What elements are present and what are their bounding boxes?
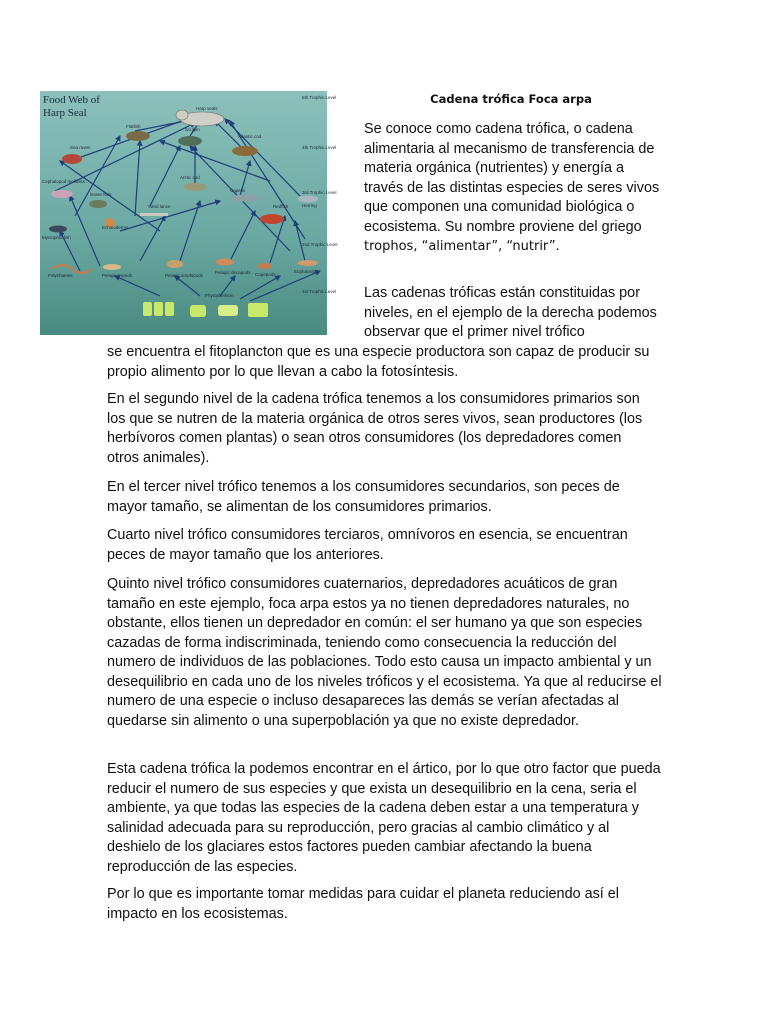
capelin-icon [231, 195, 259, 202]
flatfish-icon [126, 131, 150, 141]
level-5-label: 5th Trophic Level [302, 95, 337, 100]
paragraph-fifth-level: Quinto nivel trófico consumidores cuaternarios, depredadores acuáticos de gran tamaño en este ejemplo, foca arpa estos ya no tienen depredadores naturales, no obstante, ellos tienen un depredador en común: el ser humano ya que son especies cazadas de forma indiscriminada, teniendo como consecuencia la reducción del numero de individuos de las poblaciones. Todo esto causa un impacto ambiental y un desequilibrio en cada uno de los niveles tróficos y el ecosistema. Ya que al reducirse el numero de una especie o incluso desapareces las demás se verían afectadas al quedarse sin alimento o una superpoblación ya que no existe depredador. [107, 576, 662, 729]
pelagic-decapods-icon [216, 259, 234, 266]
document-heading: Cadena trófica Foca arpa [430, 92, 592, 106]
lesser-rockfish-label: lesser flats [90, 192, 112, 197]
arctic-cod-label: Arctic cod [180, 175, 200, 180]
arctic-cod-icon [183, 183, 207, 191]
paragraph-arctic: Esta cadena trófica la podemos encontrar en el ártico, por lo que otro factor que pueda reducir el numero de sus especies y que exista un desequilibrio en la cena, seria el ambiente, ya que todas las especies de la cadena deben estar a una temperatura y salinidad adecuada para su reproducción, pero gracias al cambio climático y al deshielo de los glaciares estos factores pueden cambiar afectando la buena reproducción de las especies. [107, 761, 661, 875]
cephalopod-label: Cephalopod mollusks [42, 179, 86, 184]
echinoderms-label: Echinoderms [102, 225, 129, 230]
cephalopod-icon [51, 190, 73, 198]
paragraph-levels-continued: se encuentra el fitoplancton que es una especie productora son capaz de producir su propio alimento por lo que llevan a cabo la fotosíntesis. [107, 344, 650, 380]
sculpin-label: Sculpin [185, 127, 200, 132]
trophos-etymology: trophos, “alimentar”, “nutrir”. [364, 239, 560, 254]
polychaetes-label: Polychaetes [48, 273, 73, 278]
pelagic-mysids-icon [103, 264, 121, 270]
paragraph-second-level: En el segundo nivel de la cadena trófica tenemos a los consumidores primarios son los que se nutren de la materia orgánica de otros seres vivos, sean productores (los herbívoros comen plantas) o sean otros consumidores (los depredadores comen otros animales). [107, 391, 643, 466]
euphausiids-label: Euphausiids [294, 269, 319, 274]
euphausiids-icon [298, 260, 318, 266]
redfish-icon [260, 214, 284, 224]
paragraph-intro-text: Se conoce como cadena trófica, o cadena alimentaria al mecanismo de transferencia de materia orgánica (nutrientes) y energía a través de las distintas especies de seres vivos que componen una comunidad biológica o ecosistema. Su nombre proviene del griego [364, 121, 660, 235]
myctophid-label: Myctophid fish [42, 235, 71, 240]
myctophid-icon [49, 226, 67, 233]
figure-title-line1: Food Web of [43, 94, 100, 106]
paragraph-intro [364, 120, 664, 257]
pelagic-decapods-label: Pelagic decapods [215, 270, 251, 275]
copepods-label: Copepods [255, 272, 276, 277]
flatfish-label: Flatfish [126, 124, 141, 129]
phytoplankton-label: Phytoplankton [205, 293, 234, 298]
level-2-label: 2nd Trophic Level [302, 242, 338, 247]
sea-raven-label: Sea raven [70, 145, 91, 150]
herring-label: Herring [302, 203, 317, 208]
food-web-figure [40, 91, 338, 335]
paragraph-fourth-level: Cuarto nivel trófico consumidores terciaros, omnívoros en esencia, se encuentran peces de mayor tamaño que los anteriores. [107, 527, 628, 563]
paragraph-levels-start: Las cadenas tróficas están constituidas por niveles, en el ejemplo de la derecha podemos observar que el primer nivel trófico [364, 285, 657, 340]
atlantic-cod-label: Atlantic cod [238, 134, 262, 139]
sea-raven-icon [62, 154, 82, 164]
water-background [40, 91, 327, 335]
paragraph-third-level: En el tercer nivel trófico tenemos a los consumidores secundarios, son peces de mayor tamaño, se alimentan de los consumidores primarios. [107, 479, 620, 515]
herring-icon [298, 196, 318, 203]
sand-lance-label: Sand lance [148, 204, 171, 209]
capelin-label: Capelin [230, 188, 246, 193]
pelagic-amphipods-label: Pelagic amphipods [165, 273, 204, 278]
redfish-label: Redfish [273, 204, 289, 209]
pelagic-mysids-label: Pelagic mysids [102, 273, 133, 278]
harp-seals-label: Harp seals [196, 106, 218, 111]
copepods-icon [258, 263, 272, 269]
lesser-rockfish-icon [89, 200, 107, 208]
pelagic-amphipods-icon [167, 260, 183, 268]
figure-title-line2: Harp Seal [43, 107, 87, 119]
sculpin-icon [178, 136, 202, 146]
food-web-diagram [40, 91, 338, 335]
paragraph-conclusion: Por lo que es importante tomar medidas para cuidar el planeta reduciendo así el impacto en los ecosistemas. [107, 886, 619, 922]
atlantic-cod-icon [232, 146, 258, 156]
level-3-label: 3rd Trophic Level [302, 190, 337, 195]
sand-lance-icon [140, 213, 168, 216]
level-1-label: 1st Trophic Level [302, 289, 337, 294]
level-4-label: 4th Trophic Level [302, 145, 337, 150]
